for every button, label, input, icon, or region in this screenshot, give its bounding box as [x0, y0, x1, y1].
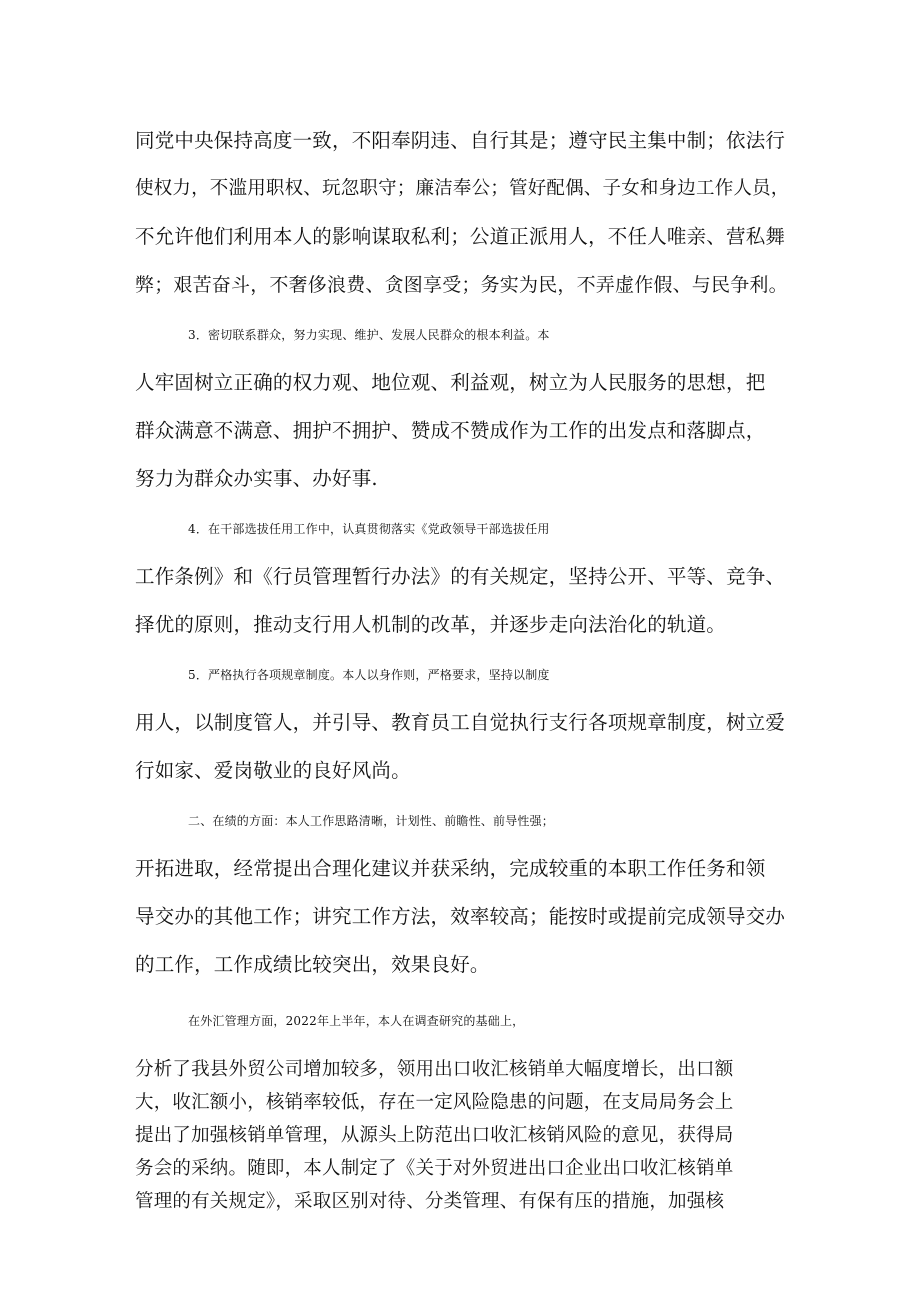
text-line: 用人，以制度管人，并引导、教育员工自觉执行支行各项规章制度，树立爱 — [135, 711, 786, 734]
text-line: 在外汇管理方面，2022年上半年，本人在调查研究的基础上， — [188, 1014, 525, 1028]
text-line: 二、在绩的方面：本人工作思路清晰，计划性、前瞻性、前导性强； — [188, 814, 555, 828]
text-line: 不允许他们利用本人的影响谋取私利；公道正派用人，不任人唯亲、营私舞 — [135, 225, 786, 248]
text-line: 开拓进取，经常提出合理化建议并获采纳，完成较重的本职工作任务和领 — [135, 857, 766, 880]
text-line: 弊；艰苦奋斗，不奢侈浪费、贪图享受；务实为民，不弄虚作假、与民争利。 — [135, 274, 788, 296]
text-line: 努力为群众办实事、办好事. — [135, 467, 378, 490]
text-line: 管理的有关规定》，采取区别对待、分类管理、有保有压的措施，加强核 — [135, 1191, 725, 1212]
text-line: 大，收汇额小，核销率较低，存在一定风险隐患的问题，在支局局务会上 — [135, 1092, 734, 1113]
text-line: 5．严格执行各项规章制度。本人以身作则，严格要求，坚持以制度 — [188, 668, 550, 682]
text-line: 的工作，工作成绩比较突出，效果良好。 — [135, 953, 490, 976]
text-line: 分析了我县外贸公司增加较多，领用出口收汇核销单大幅度增长，出口额 — [135, 1059, 734, 1080]
text-line: 人牢固树立正确的权力观、地位观、利益观，树立为人民服务的思想，把 — [135, 371, 766, 394]
text-line: 导交办的其他工作；讲究工作方法，效率较高；能按时或提前完成领导交办 — [135, 905, 786, 928]
text-line: 务会的采纳。随即，本人制定了《关于对外贸进出口企业出口收汇核销单 — [135, 1158, 734, 1179]
text-line: 群众满意不满意、拥护不拥护、赞成不赞成作为工作的出发点和落脚点， — [135, 419, 766, 442]
text-line: 提出了加强核销单管理，从源头上防范出口收汇核销风险的意见，获得局 — [135, 1125, 734, 1146]
text-line: 择优的原则，推动支行用人机制的改革，并逐步走向法治化的轨道。 — [135, 613, 727, 636]
text-line: 行如家、爱岗敬业的良好风尚。 — [135, 759, 411, 782]
text-line: 3．密切联系群众，努力实现、维护、发展人民群众的根本利益。本 — [188, 328, 550, 342]
text-line: 同党中央保持高度一致，不阳奉阴违、自行其是；遵守民主集中制；依法行 — [135, 129, 786, 152]
text-line: 工作条例》和《行员管理暂行办法》的有关规定，坚持公开、平等、竞争、 — [135, 565, 786, 588]
text-line: 4．在干部选拔任用工作中，认真贯彻落实《党政领导干部选拔任用 — [188, 522, 550, 536]
text-line: 使权力，不滥用职权、玩忽职守；廉洁奉公；管好配偶、子女和身边工作人员， — [135, 178, 790, 199]
